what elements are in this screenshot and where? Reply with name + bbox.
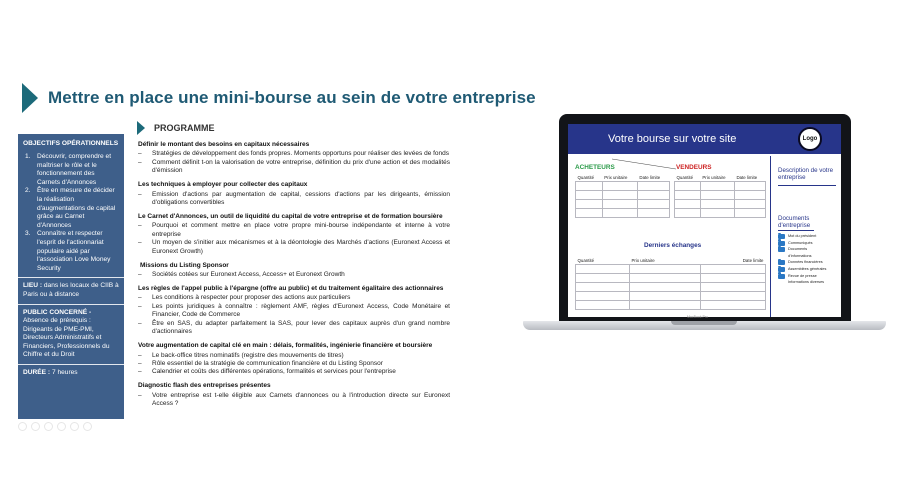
list-item: – Stratégies de développement des fonds propres. Moments opportuns pour réaliser des levées de fonds (138, 150, 450, 158)
list-item: – Un moyen de s'initier aux mécanismes et à la déontologie des Marchés d'actions (Euronext Access et Euronext Growth) (138, 239, 450, 255)
list-item: – Le back-office titres nominatifs (registre des mouvements de titres) (138, 351, 344, 359)
document-link[interactable]: Communiqués (778, 241, 841, 246)
duration-info: DURÉE : 7 heures (23, 369, 78, 377)
programme-arrow-icon (137, 121, 145, 135)
sidebar-divider (18, 364, 124, 365)
programme-section: Les techniques à employer pour collecter des capitaux – Emission d'actions par augmentation de capital, cessions d'actions par les dirigeants, émission d'obligations convertibles (138, 181, 450, 207)
programme-section: Définir le montant des besoins en capitaux nécessaires – Stratégies de développement des fonds propres. Moments opportuns pour réaliser des levées de fonds – Comment définit t-on la valorisation de votre entreprise, définition du prix d'une action et des modalités d'émission (138, 141, 450, 175)
dot-icon (44, 422, 53, 431)
divider (778, 230, 814, 231)
document-link[interactable]: Documents (778, 247, 841, 252)
sellers-label: VENDEURS (676, 164, 712, 171)
document-link[interactable]: Mot du président (778, 234, 841, 239)
programme-section: Le Carnet d'Annonces, un outil de liquidité du capital de votre entreprise et de formation boursière – Pourquoi et comment mettre en place votre propre mini-bourse indépendante et interne à votre entreprise – Un moyen de s'initier aux mécanismes et à la déontologie des Marchés d'actions (Euronext Access et Euronext Growth) (138, 213, 450, 255)
programme-content (138, 141, 450, 414)
page-title: Mettre en place une mini-bourse au sein de votre entreprise (48, 88, 536, 107)
document-link[interactable]: Revue de presse (778, 274, 841, 279)
site-header (568, 124, 841, 154)
programme-section: Missions du Listing Sponsor – Sociétés cotées sur Euronext Access, Access+ et Euronext Growth (138, 262, 450, 280)
audience-label: PUBLIC CONCERNÉ - (23, 308, 92, 316)
table-row (576, 300, 766, 309)
sidebar-divider (770, 156, 771, 317)
dot-icon (83, 422, 92, 431)
table-row (675, 190, 766, 199)
objective-item: 1. Découvrir, comprendre et maîtriser le rôle et le fonctionnement des Carnets d'Annonces (25, 153, 112, 186)
objective-item: 3. Connaître et respecter l'esprit de l'actionnariat populaire aidé par l'association Love Money Security (25, 230, 111, 272)
list-item: – Les conditions à respecter pour proposer des actions aux particuliers (138, 294, 351, 302)
last-trades-title: Derniers échanges (644, 242, 702, 249)
list-item: – Votre entreprise est t-elle éligible aux Carnets d'annonces ou à l'introduction directe sur Euronext Access ? (138, 391, 450, 408)
faint-dots (18, 422, 92, 431)
list-item: – Sociétés cotées sur Euronext Access, Access+ et Euronext Growth (138, 271, 345, 279)
dot-icon (18, 422, 27, 431)
document-link[interactable]: Assemblées générales (778, 267, 841, 272)
info-sidebar (18, 134, 124, 419)
table-row (675, 208, 766, 217)
table-row (576, 282, 766, 291)
table-row (576, 190, 670, 199)
laptop-notch (671, 321, 737, 325)
table-row (675, 181, 766, 190)
list-item: – Être en SAS, du adapter parfaitement la SAS, pour lever des capitaux auprès d'un grand nombre d'actionnaires (138, 319, 450, 336)
site-title: Votre bourse sur votre site (608, 133, 737, 145)
last-trades-table: Quantité Prix unitaire Date limite (575, 257, 766, 310)
folder-icon (778, 267, 785, 272)
buyers-label: ACHETEURS (575, 164, 615, 171)
documents-title: Documents d'entreprise (778, 215, 811, 229)
dot-icon (57, 422, 66, 431)
folder-icon (778, 247, 785, 252)
title-arrow-icon (22, 83, 38, 113)
folder-icon (778, 260, 785, 265)
diagonal-arrow-icon (610, 158, 680, 170)
list-item: – Les points juridiques à connaître : règlement AMF, règles d'Euronext Access, Code Monétaire et Financier, Code de Commerce (138, 302, 450, 319)
objectives-list (23, 153, 119, 273)
sidebar-divider (18, 304, 124, 305)
laptop-screen (559, 114, 851, 323)
document-link[interactable]: Informations diverses (788, 280, 825, 285)
table-row (675, 199, 766, 208)
description-link[interactable]: Description de votre entreprise (778, 167, 834, 181)
folder-icon (778, 274, 785, 279)
list-item: – Comment définit t-on la valorisation de votre entreprise, définition du prix d'une action et des modalités d'émission (138, 158, 450, 175)
objective-item: 2. Être en mesure de décider la réalisation d'augmentations de capital grâce au Carnet d'Annonces (25, 187, 116, 229)
website-mockup (568, 124, 841, 317)
laptop-brand-label: MacBook Pro (687, 315, 709, 319)
table-row (576, 273, 766, 282)
table-row (576, 181, 670, 190)
objectives-title: OBJECTIFS OPÉRATIONNELS (23, 140, 119, 147)
location-info: LIEU : dans les locaux de CIIB à Paris ou à distance (23, 282, 119, 298)
list-item: – Rôle essentiel de la stratégie de communication financière et du Listing Sponsor (138, 359, 383, 367)
table-row (576, 208, 670, 217)
site-logo: Logo (798, 127, 822, 151)
folder-icon (778, 234, 785, 239)
list-item: – Emission d'actions par augmentation de capital, cessions d'actions par les dirigeants, émission d'obligations convertibles (138, 190, 450, 207)
list-item: – Calendrier et coûts des différentes opérations, formalités et services pour l'entreprise (138, 368, 396, 376)
documents-list (778, 234, 841, 287)
programme-section: Votre augmentation de capital clé en main : délais, formalités, ingénierie financière et boursière – Le back-office titres nominatifs (registre des mouvements de titres) – Rôle essentiel de la stratégie de communication financière et du Listing Sponsor – Calendrier et coûts des différentes opérations, formalités et services pour l'entreprise (138, 342, 450, 377)
buyers-table: Quantité Prix unitaire Date limite (575, 174, 670, 218)
audience-text: Absence de prérequis : Dirigeants de PME-PMI, Directeurs Administratifs et Financiers, Professionnels du Chiffre et du Droit (23, 317, 110, 359)
programme-section: Les règles de l'appel public à l'épargne (offre au public) et du traitement égalitaire des actionnaires – Les conditions à respecter pour proposer des actions aux particuliers – Les points juridiques à connaître : règlement AMF, règles d'Euronext Access, Code Monétaire et Financier, Code de Commerce – Être en SAS, du adapter parfaitement la SAS, pour lever des capitaux auprès d'un grand nombre d'actionnaires (138, 285, 450, 336)
divider (778, 185, 836, 186)
table-row (576, 291, 766, 300)
sidebar-divider (18, 277, 124, 278)
list-item: – Pourquoi et comment mettre en place votre propre mini-bourse indépendante et interne à votre entreprise (138, 222, 450, 238)
document-link[interactable]: Données financières (778, 260, 841, 265)
sellers-table: Quantité Prix unitaire Date limite (674, 174, 766, 218)
dot-icon (31, 422, 40, 431)
table-row (576, 199, 670, 208)
audience-info (23, 309, 119, 361)
document-link[interactable]: d'informations (788, 253, 812, 258)
programme-section: Diagnostic flash des entreprises présentes – Votre entreprise est t-elle éligible aux Carnets d'annonces ou à l'introduction directe sur Euronext Access ? (138, 382, 450, 408)
table-row (576, 264, 766, 273)
programme-heading: PROGRAMME (154, 123, 215, 133)
folder-icon (778, 241, 785, 246)
dot-icon (70, 422, 79, 431)
